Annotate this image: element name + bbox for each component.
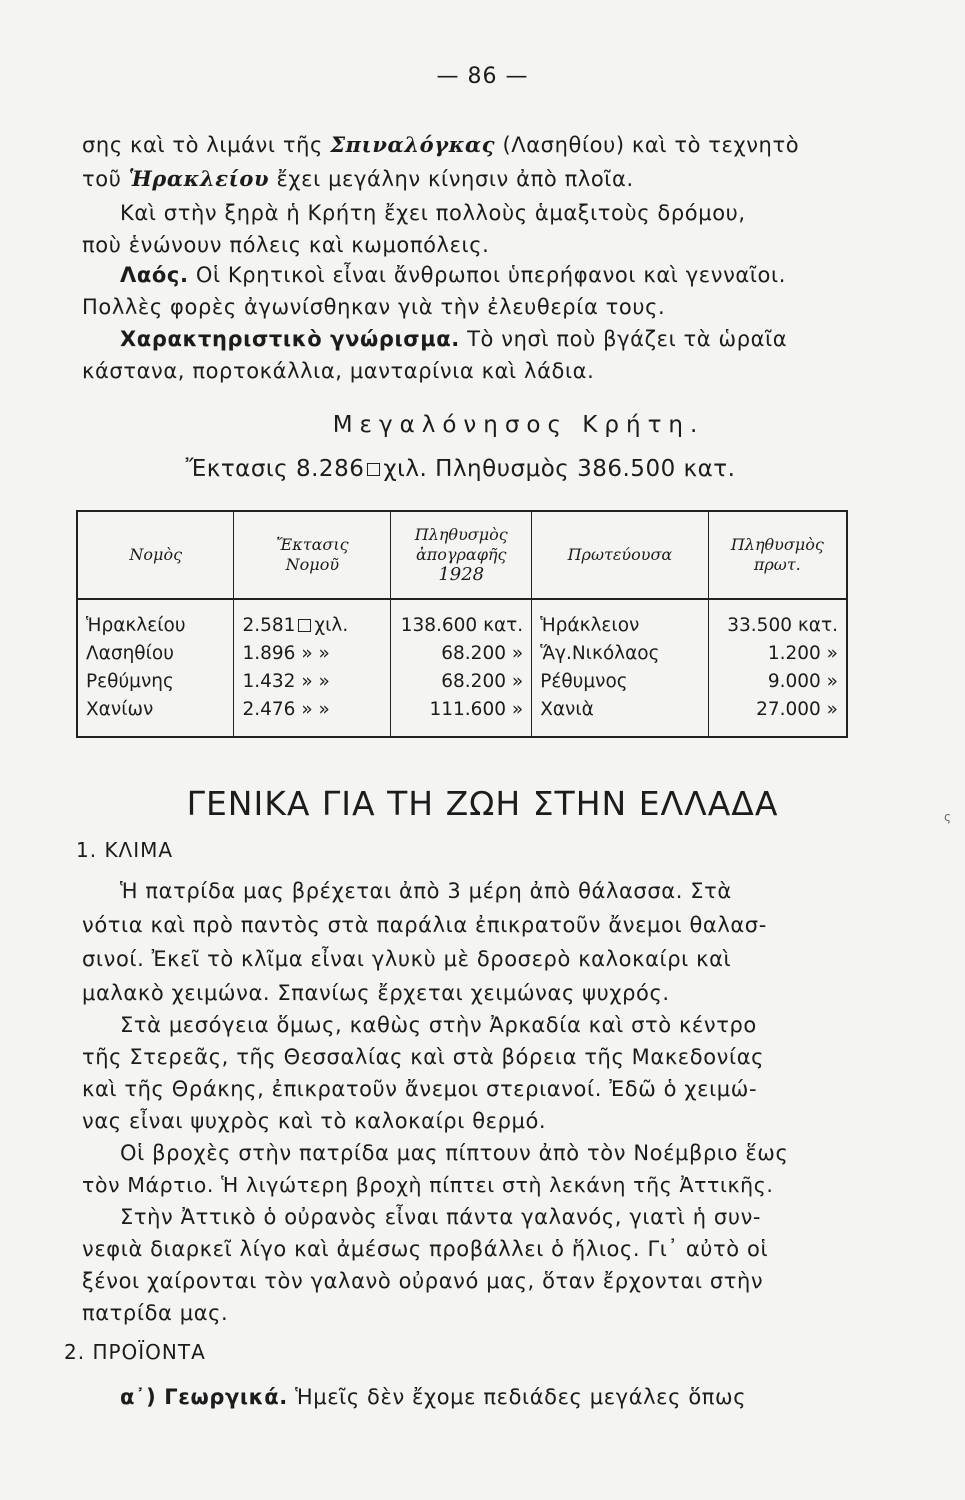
laos-line-2: Πολλὲς φορὲς ἀγωνίσθηκαν γιὰ τὴν ἐλευθερία τους. (82, 295, 666, 319)
section-2-heading: 2. ΠΡΟΪΟΝΤΑ (64, 1340, 206, 1364)
climate-line: Ἡ πατρίδα μας βρέχεται ἀπὸ 3 μέρη ἀπὸ θάλασσα. Στὰ (120, 879, 732, 903)
cell-nomos: Ἡρακλείου (86, 614, 186, 636)
climate-line: σινοί. Ἐκεῖ τὸ κλῖμα εἶναι γλυκὺ μὲ δροσερὸ καλοκαίρι καὶ (82, 947, 732, 971)
table-row (77, 695, 847, 737)
cell-nomos: Χανίων (86, 698, 154, 720)
cell-capital-pop: 27.000 » (708, 695, 847, 737)
header-nomos: Νομὸς (77, 511, 234, 599)
cell-population: 68.200 » (391, 667, 532, 695)
cell-population: 138.600 κατ. (391, 599, 532, 639)
cell-area: 2.581 χιλ. (234, 599, 391, 639)
table-row (77, 667, 847, 695)
cell-capital: Ἡράκλειον (532, 599, 708, 639)
climate-line: ξένοι χαίρονται τὸν γαλανὸ οὐρανό μας, ὅταν ἔρχονται στὴν (82, 1269, 764, 1293)
cell-area: 2.476 » » (234, 695, 391, 737)
climate-line: νας εἶναι ψυχρὸς καὶ τὸ καλοκαίρι θερμό. (82, 1109, 547, 1133)
cell-capital: Ρέθυμνος (532, 667, 708, 695)
intro-line-2: τοῦ Ἡρακλείου ἔχει μεγάλην κίνησιν ἀπὸ πλοῖα. (82, 166, 634, 191)
cell-nomos: Λασηθίου (86, 642, 174, 664)
island-title: Μεγαλόνησος Κρήτη. (332, 412, 705, 438)
climate-line: τὸν Μάρτιο. Ἡ λιγώτερη βροχὴ πίπτει στὴ λεκάνη τῆς Ἀττικῆς. (82, 1173, 774, 1197)
climate-line: Στὴν Ἀττικὸ ὁ οὐρανὸς εἶναι πάντα γαλανός, γιατὶ ἡ συν- (120, 1205, 762, 1229)
intro-line-1: σης καὶ τὸ λιμάνι τῆς Σπιναλόγκας (Λασηθίου) καὶ τὸ τεχνητὸ (82, 132, 800, 157)
climate-line: τῆς Στερεᾶς, τῆς Θεσσαλίας καὶ στὰ βόρεια τῆς Μακεδονίας (82, 1045, 765, 1069)
climate-line: Οἱ βροχὲς στὴν πατρίδα μας πίπτουν ἀπὸ τὸν Νοέμβριο ἕως (120, 1141, 789, 1165)
climate-line: νεφιὰ διαρκεῖ λίγο καὶ ἀμέσως προβάλλει ὁ ἥλιος. Γι᾿ αὐτὸ οἱ (82, 1237, 769, 1261)
agri-line: α᾿) Γεωργικά. Ἡμεῖς δὲν ἔχομε πεδιάδες μεγάλες ὅπως (120, 1385, 747, 1409)
header-capital: Πρωτεύουσα (532, 511, 708, 599)
cell-area: 1.432 » » (234, 667, 391, 695)
climate-line: νότια καὶ πρὸ παντὸς στὰ παράλια ἐπικρατοῦν ἄνεμοι θαλασ- (82, 913, 767, 937)
cell-capital-pop: 33.500 κατ. (708, 599, 847, 639)
character-line-2: κάστανα, πορτοκάλλια, μανταρίνια καὶ λάδια. (82, 359, 595, 383)
laos-line-1: Λαός. Οἱ Κρητικοὶ εἶναι ἄνθρωποι ὑπερήφανοι καὶ γενναῖοι. (120, 263, 786, 287)
cell-area: 1.896 » » (234, 639, 391, 667)
header-capital-pop: Πληθυσμὸς πρωτ. (708, 511, 847, 599)
section-1-heading: 1. ΚΛΙΜΑ (76, 838, 174, 862)
island-stats: Ἔκτασις 8.286 χιλ. Πληθυσμὸς 386.500 κατ. (185, 456, 736, 482)
header-area: Ἔκτασις Νομοῦ (234, 511, 391, 599)
prefecture-table (76, 510, 848, 738)
main-title: ΓΕΝΙΚΑ ΓΙΑ ΤΗ ΖΩΗ ΣΤΗΝ ΕΛΛΑΔΑ (186, 784, 779, 823)
table-header-row (77, 511, 847, 599)
cell-capital: Ἅγ.Νικόλαος (532, 639, 708, 667)
intro-line-3: Καὶ στὴν ξηρὰ ἡ Κρήτη ἔχει πολλοὺς ἁμαξιτοὺς δρόμου, (120, 201, 746, 225)
climate-line: μαλακὸ χειμώνα. Σπανίως ἔρχεται χειμώνας ψυχρός. (82, 981, 670, 1005)
cell-population: 68.200 » (391, 639, 532, 667)
climate-line: καὶ τῆς Θράκης, ἐπικρατοῦν ἄνεμοι στεριανοί. Ἐδῶ ὁ χειμώ- (82, 1077, 758, 1101)
square-symbol-icon (367, 463, 380, 476)
table-row (77, 599, 847, 639)
square-symbol-icon (298, 619, 311, 632)
cell-capital: Χανιὰ (532, 695, 708, 737)
cell-capital-pop: 9.000 » (708, 667, 847, 695)
cell-capital-pop: 1.200 » (708, 639, 847, 667)
cell-population: 111.600 » (391, 695, 532, 737)
page-edge-mark: ς (943, 810, 951, 824)
climate-line: Στὰ μεσόγεια ὅμως, καθὼς στὴν Ἀρκαδία καὶ στὸ κέντρο (120, 1013, 757, 1037)
character-line-1: Χαρακτηριστικὸ γνώρισμα. Τὸ νησὶ ποὺ βγάζει τὰ ὡραῖα (120, 327, 788, 351)
header-population: Πληθυσμὸς ἀπογραφῆς 1928 (391, 511, 532, 599)
page-number: — 86 — (436, 64, 529, 89)
intro-line-4: ποὺ ἑνώνουν πόλεις καὶ κωμοπόλεις. (82, 233, 490, 257)
table-row (77, 639, 847, 667)
cell-nomos: Ρεθύμνης (86, 670, 174, 692)
climate-line: πατρίδα μας. (82, 1301, 229, 1325)
